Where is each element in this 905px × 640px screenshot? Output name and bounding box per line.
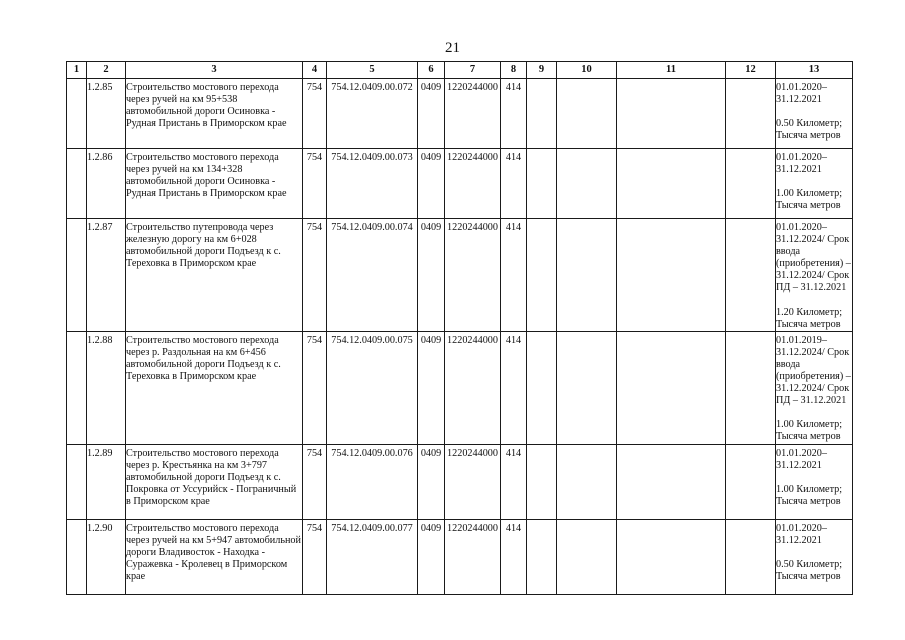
grbs-code: 754: [303, 219, 327, 332]
cell-empty: [67, 331, 87, 444]
cell-12: [726, 149, 776, 219]
target-article-code: 1220244000: [445, 149, 501, 219]
capacity-value: 1.00 Километр; Тысяча метров: [776, 483, 843, 507]
period-dates: 01.01.2020–31.12.2021: [776, 447, 827, 471]
object-code: 754.12.0409.00.076: [327, 444, 418, 519]
cell-10: [557, 79, 617, 149]
cell-9: [527, 79, 557, 149]
expense-type-code: 414: [501, 149, 527, 219]
cell-10: [557, 219, 617, 332]
capacity-value: 1.00 Километр; Тысяча метров: [776, 188, 843, 212]
cell-9: [527, 149, 557, 219]
object-name: Строительство мостового перехода через ручей на км 95+538 автомобильной дороги Осиновка - Рудная Пристань в Приморском крае: [126, 79, 303, 149]
cell-empty: [67, 219, 87, 332]
cell-11: [617, 519, 726, 594]
row-number: 1.2.89: [87, 444, 126, 519]
grbs-code: 754: [303, 79, 327, 149]
period-dates: 01.01.2020–31.12.2021: [776, 152, 827, 176]
col-header-7: 7: [445, 62, 501, 79]
col-header-2: 2: [87, 62, 126, 79]
target-article-code: 1220244000: [445, 219, 501, 332]
col-header-13: 13: [776, 62, 853, 79]
header-row: [67, 62, 853, 79]
cell-9: [527, 444, 557, 519]
row-number: 1.2.86: [87, 149, 126, 219]
cell-12: [726, 444, 776, 519]
grbs-code: 754: [303, 519, 327, 594]
cell-11: [617, 331, 726, 444]
target-article-code: 1220244000: [445, 444, 501, 519]
section-code: 0409: [418, 79, 445, 149]
cell-9: [527, 219, 557, 332]
cell-9: [527, 519, 557, 594]
row-number: 1.2.90: [87, 519, 126, 594]
cell-10: [557, 149, 617, 219]
col-header-9: 9: [527, 62, 557, 79]
cell-12: [726, 331, 776, 444]
table-row: [67, 219, 853, 332]
period-dates: 01.01.2020–31.12.2021: [776, 82, 827, 106]
object-code: 754.12.0409.00.072: [327, 79, 418, 149]
cell-11: [617, 444, 726, 519]
cell-12: [726, 519, 776, 594]
object-code: 754.12.0409.00.075: [327, 331, 418, 444]
cell-10: [557, 331, 617, 444]
object-name: Строительство мостового перехода через р. Раздольная на км 6+456 автомобильной дороги Подъезд к с. Тереховка в Приморском крае: [126, 331, 303, 444]
col-header-10: 10: [557, 62, 617, 79]
period-dates: 01.01.2019–31.12.2024/ Срок ввода (приобретения) – 31.12.2024/ Срок ПД – 31.12.2021: [776, 334, 851, 407]
capacity-value: 1.20 Километр; Тысяча метров: [776, 306, 843, 330]
table-row: [67, 149, 853, 219]
expense-type-code: 414: [501, 331, 527, 444]
cell-empty: [67, 149, 87, 219]
col-header-1: 1: [67, 62, 87, 79]
target-article-code: 1220244000: [445, 331, 501, 444]
col-header-3: 3: [126, 62, 303, 79]
table-row: [67, 79, 853, 149]
object-name: Строительство мостового перехода через ручей на км 5+947 автомобильной дороги Владивосток - Находка - Суражевка - Кролевец в Приморском крае: [126, 519, 303, 594]
expense-type-code: 414: [501, 219, 527, 332]
cell-10: [557, 444, 617, 519]
cell-10: [557, 519, 617, 594]
expense-type-code: 414: [501, 519, 527, 594]
object-code: 754.12.0409.00.074: [327, 219, 418, 332]
investment-objects-table: [66, 61, 853, 595]
section-code: 0409: [418, 444, 445, 519]
period-and-capacity: [776, 444, 853, 519]
cell-empty: [67, 519, 87, 594]
col-header-11: 11: [617, 62, 726, 79]
cell-12: [726, 79, 776, 149]
object-name: Строительство мостового перехода через р. Крестьянка на км 3+797 автомобильной дороги Подъезд к с. Покровка от Уссурийск - Пограничный в Приморском крае: [126, 444, 303, 519]
period-dates: 01.01.2020–31.12.2024/ Срок ввода (приобретения) – 31.12.2024/ Срок ПД – 31.12.2021: [776, 222, 851, 294]
page-number: 21: [445, 40, 460, 56]
period-and-capacity: [776, 219, 853, 332]
col-header-8: 8: [501, 62, 527, 79]
capacity-value: 0.50 Километр; Тысяча метров: [776, 118, 843, 142]
object-name: Строительство мостового перехода через ручей на км 134+328 автомобильной дороги Осиновка - Рудная Пристань в Приморском крае: [126, 149, 303, 219]
expense-type-code: 414: [501, 444, 527, 519]
section-code: 0409: [418, 519, 445, 594]
grbs-code: 754: [303, 444, 327, 519]
section-code: 0409: [418, 331, 445, 444]
period-and-capacity: [776, 79, 853, 149]
col-header-5: 5: [327, 62, 418, 79]
period-dates: 01.01.2020–31.12.2021: [776, 522, 827, 546]
cell-11: [617, 149, 726, 219]
period-and-capacity: [776, 149, 853, 219]
table-row: [67, 519, 853, 594]
capacity-value: 1.00 Километр; Тысяча метров: [776, 419, 843, 443]
cell-empty: [67, 444, 87, 519]
period-and-capacity: [776, 519, 853, 594]
target-article-code: 1220244000: [445, 519, 501, 594]
object-code: 754.12.0409.00.073: [327, 149, 418, 219]
grbs-code: 754: [303, 149, 327, 219]
capacity-value: 0.50 Километр; Тысяча метров: [776, 558, 843, 582]
row-number: 1.2.87: [87, 219, 126, 332]
cell-12: [726, 219, 776, 332]
target-article-code: 1220244000: [445, 79, 501, 149]
col-header-6: 6: [418, 62, 445, 79]
section-code: 0409: [418, 149, 445, 219]
expense-type-code: 414: [501, 79, 527, 149]
period-and-capacity: [776, 331, 853, 444]
col-header-12: 12: [726, 62, 776, 79]
table-row: [67, 444, 853, 519]
row-number: 1.2.88: [87, 331, 126, 444]
grbs-code: 754: [303, 331, 327, 444]
cell-11: [617, 219, 726, 332]
cell-9: [527, 331, 557, 444]
cell-11: [617, 79, 726, 149]
object-code: 754.12.0409.00.077: [327, 519, 418, 594]
object-name: Строительство путепровода через железную дорогу на км 6+028 автомобильной дороги Подъезд к с. Тереховка в Приморском крае: [126, 219, 303, 332]
col-header-4: 4: [303, 62, 327, 79]
cell-empty: [67, 79, 87, 149]
row-number: 1.2.85: [87, 79, 126, 149]
section-code: 0409: [418, 219, 445, 332]
table-row: [67, 331, 853, 444]
